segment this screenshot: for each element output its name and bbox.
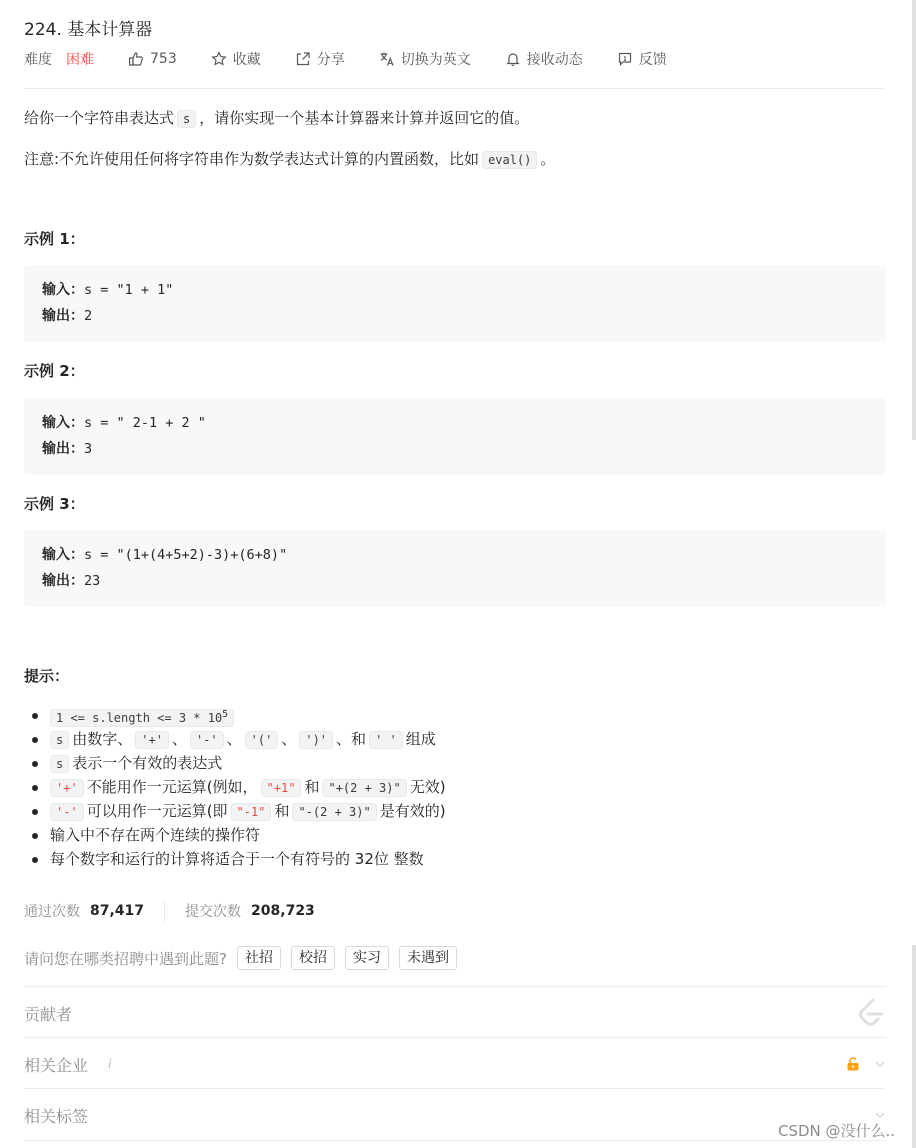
info-icon[interactable]: i: [108, 1056, 112, 1072]
interview-survey: [24, 946, 457, 970]
inline-code: s: [177, 110, 196, 128]
inline-code: s: [50, 731, 69, 749]
inline-code: '-': [190, 731, 224, 749]
divider: [24, 1088, 886, 1089]
hint-text: 由数字、: [72, 730, 133, 748]
subscribe-label: 接收动态: [526, 52, 583, 68]
lock-icon: [846, 1057, 860, 1071]
output-value: 2: [84, 308, 93, 324]
example-3-box: [24, 530, 886, 607]
example-3-input: [42, 542, 868, 568]
output-label: 输出：: [42, 573, 84, 589]
hint-text: 输入中不存在两个连续的操作符: [50, 826, 261, 844]
hint-item: [50, 775, 446, 799]
hint-text: 可以用作一元运算(即: [86, 802, 228, 820]
hint-text: 和: [304, 778, 320, 796]
example-3-title: 示例 3：: [24, 495, 85, 513]
related-tags-label: 相关标签: [24, 1106, 89, 1126]
contributors-section[interactable]: [24, 988, 886, 1038]
inline-code: "-(2 + 3)": [292, 803, 376, 821]
hint-text: 不能用作一元运算(例如，: [86, 778, 258, 796]
inline-code: '(': [245, 731, 279, 749]
scrollbar[interactable]: [912, 0, 916, 440]
problem-title: 224. 基本计算器: [24, 20, 153, 40]
collect-button[interactable]: [211, 49, 261, 69]
divider: [24, 1140, 886, 1141]
divider: [24, 1037, 886, 1038]
description-text: 注意:不允许使用任何将字符串作为数学表达式计算的内置函数，比如: [24, 150, 480, 168]
example-3-output: [42, 568, 868, 594]
share-icon: [295, 51, 311, 67]
subscribe-button[interactable]: [505, 49, 583, 69]
divider: [24, 88, 886, 89]
feedback-label: 反馈: [638, 52, 667, 68]
like-count: 753: [150, 51, 177, 67]
hints-list: [0, 703, 446, 871]
collect-label: 收藏: [232, 52, 261, 68]
like-button[interactable]: [128, 51, 177, 67]
description-line-1: [24, 107, 529, 128]
hint-item: [50, 847, 446, 871]
input-label: 输入：: [42, 415, 84, 431]
constraint-exponent: 5: [222, 709, 229, 720]
star-icon: [211, 51, 227, 67]
example-2-box: [24, 398, 886, 475]
hint-text: 、和: [336, 730, 367, 748]
submission-stats: [24, 900, 315, 922]
inline-code: eval(): [482, 151, 537, 169]
output-label: 输出：: [42, 308, 84, 324]
inline-code: [50, 709, 234, 727]
survey-question: 请问您在哪类招聘中遇到此题?: [24, 949, 227, 968]
hint-text: 表示一个有效的表达式: [72, 754, 223, 772]
survey-option-campus[interactable]: 校招: [291, 946, 335, 970]
inline-code: ')': [299, 731, 333, 749]
inline-code: "-1": [231, 803, 272, 821]
input-label: 输入：: [42, 282, 84, 298]
output-value: 23: [84, 573, 101, 589]
hint-text: 、: [171, 730, 187, 748]
contributors-label: 贡献者: [24, 1004, 73, 1024]
input-value: s = "(1+(4+5+2)-3)+(6+8)": [84, 547, 288, 563]
hint-item: [50, 751, 446, 775]
example-1-box: [24, 265, 886, 342]
contributor-avatar[interactable]: [856, 997, 886, 1029]
bell-icon: [505, 51, 521, 67]
output-value: 3: [84, 441, 93, 457]
survey-option-social[interactable]: 社招: [237, 946, 281, 970]
thumbs-up-icon: [128, 51, 144, 67]
hint-item: [50, 703, 446, 727]
watermark: CSDN @没什么..: [778, 1122, 896, 1140]
submitted-label: 提交次数: [185, 904, 242, 920]
survey-option-none[interactable]: 未遇到: [399, 946, 457, 970]
hints-title: 提示：: [24, 667, 70, 685]
problem-meta-bar: [24, 48, 701, 70]
inline-code: ' ': [369, 731, 403, 749]
inline-code: '+': [50, 779, 84, 797]
inline-code: "+1": [261, 779, 302, 797]
stats-divider: [164, 900, 165, 922]
switch-language-label: 切换为英文: [400, 52, 471, 68]
related-companies-section[interactable]: [24, 1039, 886, 1089]
difficulty-badge: 困难: [66, 52, 94, 68]
translate-icon: [379, 51, 395, 67]
inline-code: '-': [50, 803, 84, 821]
difficulty-label: 难度: [24, 52, 52, 68]
hint-text: 和: [274, 802, 290, 820]
input-value: s = " 2-1 + 2 ": [84, 415, 206, 431]
hint-text: 是有效的): [379, 802, 446, 820]
example-2-input: [42, 410, 868, 436]
submitted-value: 208,723: [251, 903, 315, 919]
example-2-output: [42, 436, 868, 462]
share-button[interactable]: [295, 49, 345, 69]
related-tags-section[interactable]: [24, 1090, 886, 1140]
hint-text: 每个数字和运行的计算将适合于一个有符号的 32位 整数: [50, 850, 424, 868]
accepted-value: 87,417: [90, 903, 145, 919]
example-1-input: [42, 277, 868, 303]
inline-code: '+': [135, 731, 169, 749]
description-text: ，请你实现一个基本计算器来计算并返回它的值。: [199, 109, 530, 127]
switch-language-button[interactable]: [379, 49, 471, 69]
accepted-label: 通过次数: [24, 904, 80, 920]
inline-code: "+(2 + 3)": [322, 779, 406, 797]
hint-text: 组成: [405, 730, 436, 748]
survey-option-intern[interactable]: 实习: [345, 946, 389, 970]
example-2-title: 示例 2：: [24, 362, 85, 380]
feedback-icon: [617, 51, 633, 67]
chevron-down-icon[interactable]: [874, 1058, 886, 1070]
example-1-title: 示例 1：: [24, 230, 85, 248]
companies-controls: [846, 1057, 886, 1071]
scrollbar[interactable]: [912, 945, 916, 1148]
hint-text: 、: [281, 730, 297, 748]
related-companies-label: 相关企业: [24, 1055, 89, 1075]
share-label: 分享: [316, 52, 345, 68]
feedback-button[interactable]: [617, 49, 667, 69]
divider: [24, 986, 886, 987]
description-text: 。: [540, 150, 556, 168]
output-label: 输出：: [42, 441, 84, 457]
hint-text: 、: [226, 730, 242, 748]
example-1-output: [42, 303, 868, 329]
constraint-text: 1 <= s.length <= 3 * 10: [56, 711, 223, 725]
hint-item: [50, 823, 446, 847]
input-label: 输入：: [42, 547, 84, 563]
hint-item: [50, 727, 446, 751]
description-text: 给你一个字符串表达式: [24, 109, 175, 127]
description-line-2: [24, 148, 555, 169]
inline-code: s: [50, 755, 69, 773]
hint-text: 无效): [409, 778, 446, 796]
hint-item: [50, 799, 446, 823]
input-value: s = "1 + 1": [84, 282, 174, 298]
leetcode-logo-icon: [856, 997, 886, 1029]
